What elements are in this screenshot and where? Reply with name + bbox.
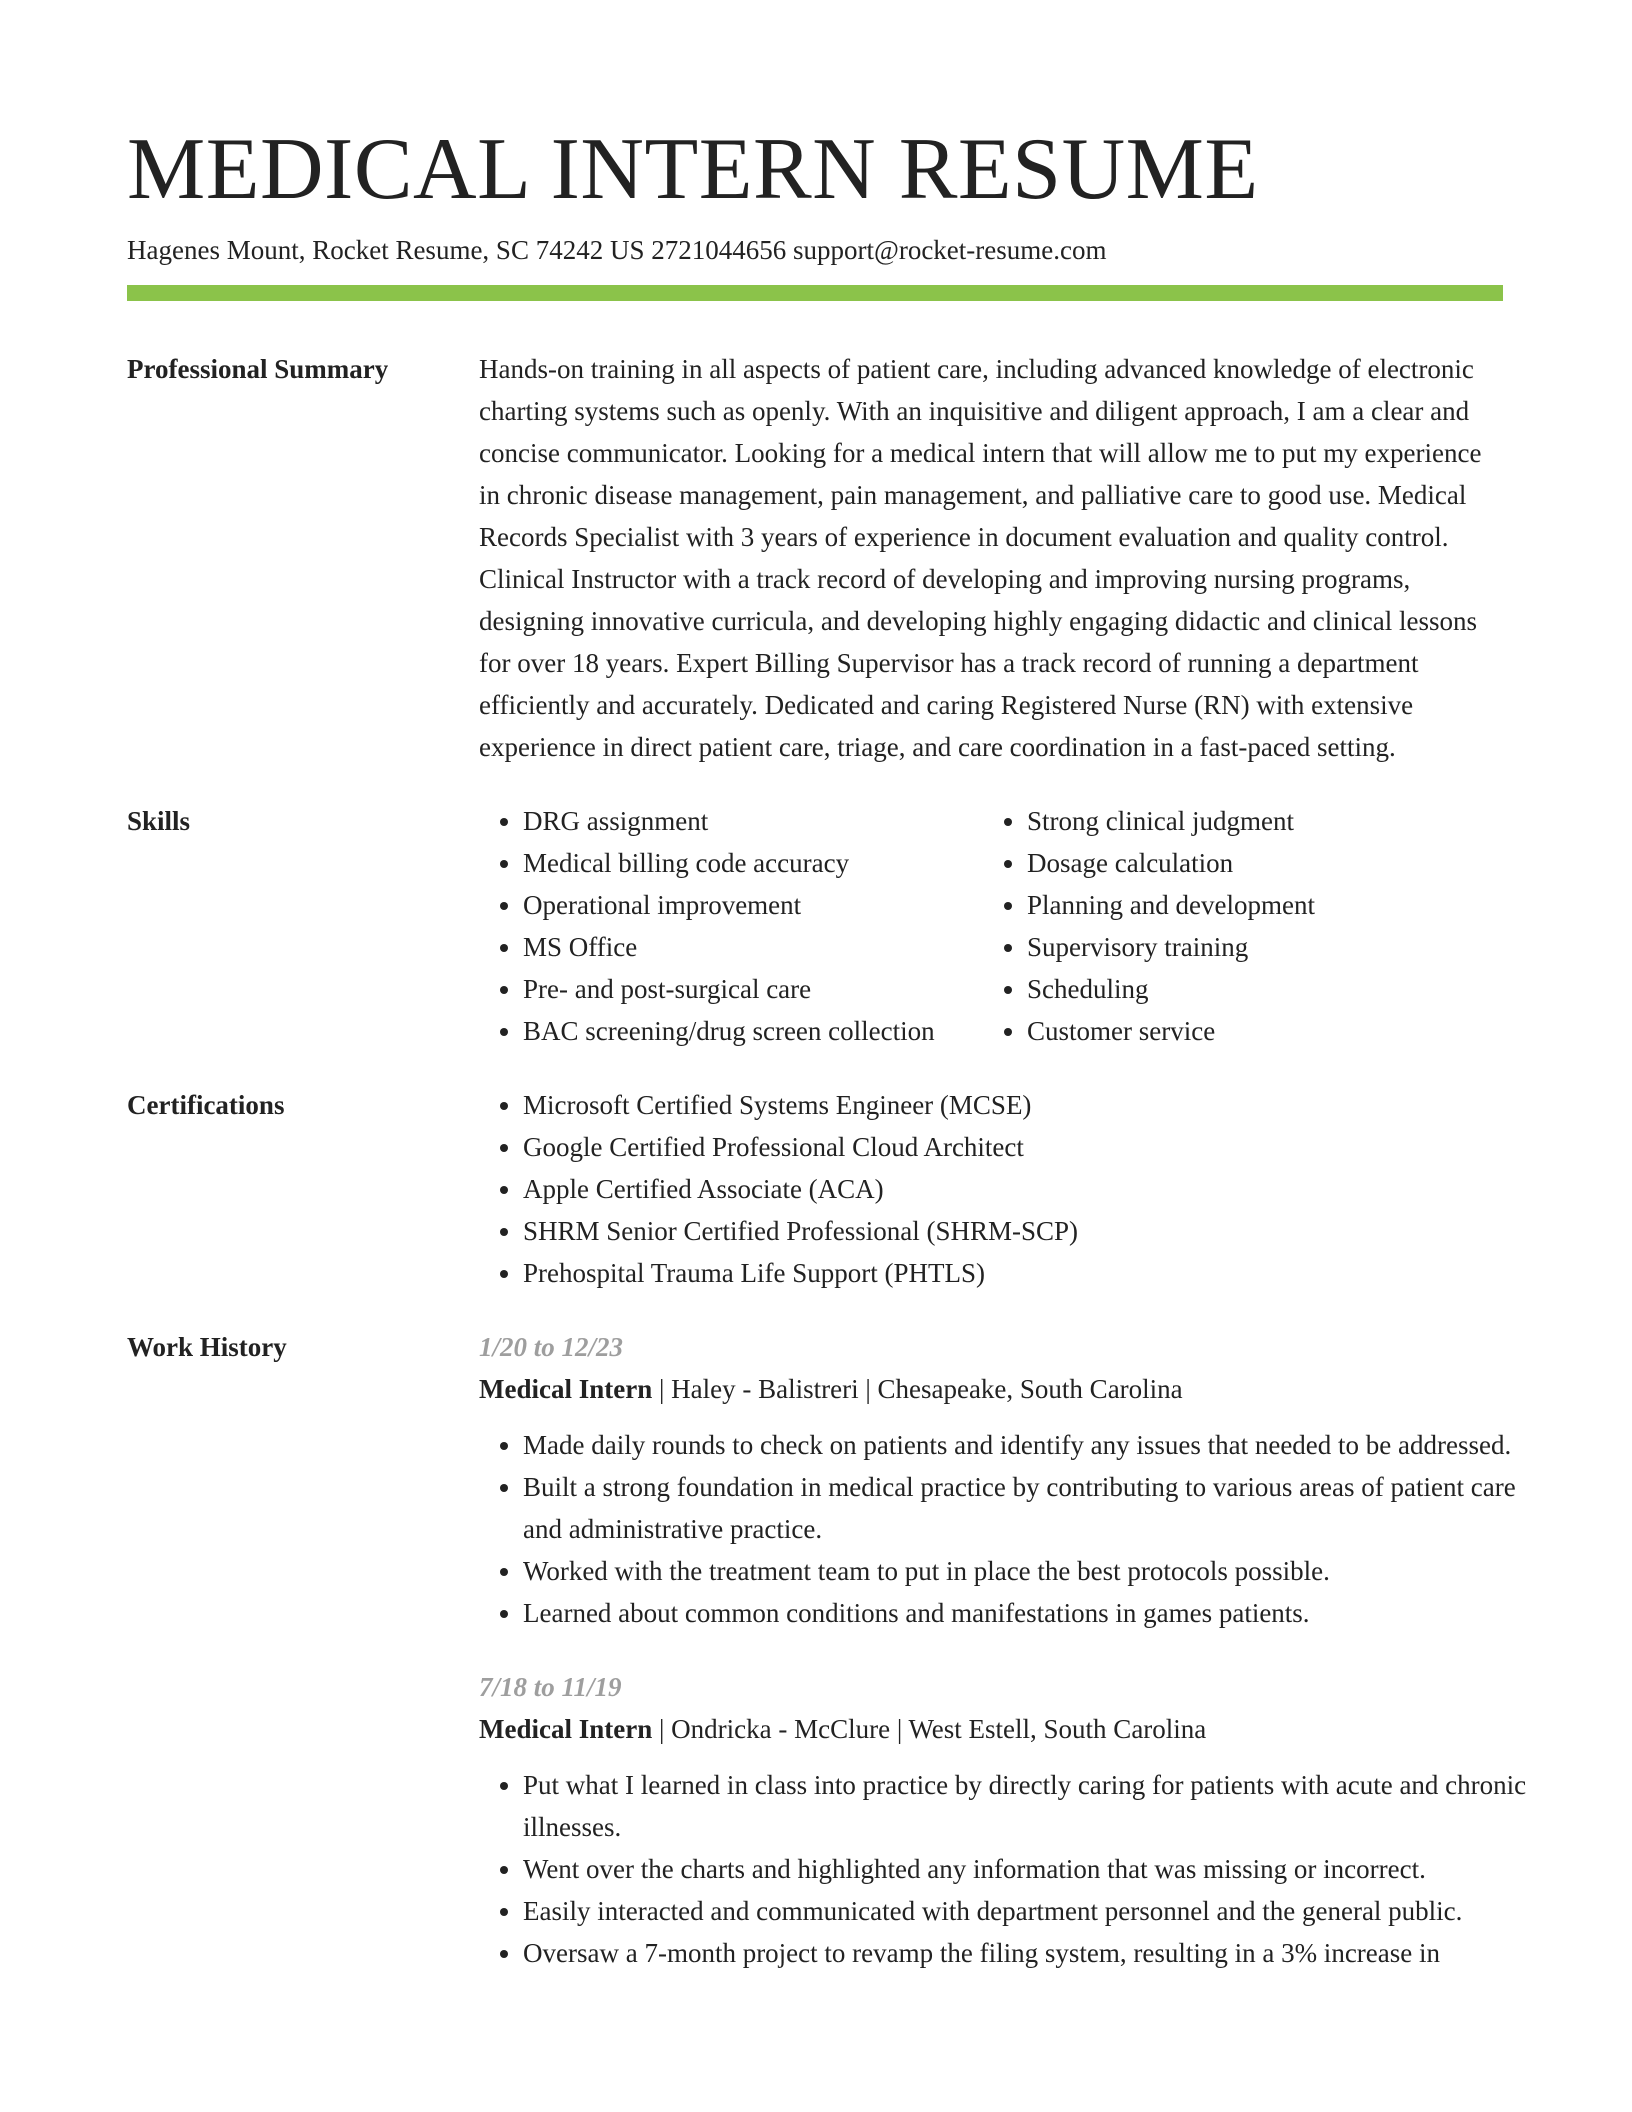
summary-heading: Professional Summary <box>127 354 389 384</box>
job-bullet: • Easily interacted and communicated with department personnel and the general public. <box>523 1890 1533 1932</box>
certifications-section <box>127 1084 1503 1294</box>
job-entry <box>479 1666 1533 1974</box>
skills-heading: Skills <box>127 806 191 836</box>
work-history-heading: Work History <box>127 1332 287 1362</box>
job-entry <box>479 1326 1533 1634</box>
job-bullet: • Went over the charts and highlighted any information that was missing or incorrect. <box>523 1848 1533 1890</box>
certifications-body <box>479 1084 1503 1294</box>
job-bullet: • Put what I learned in class into practice by directly caring for patients with acute and chronic illnesses. <box>523 1764 1533 1848</box>
skill-item: • Supervisory training <box>1027 926 1497 968</box>
contact-line: Hagenes Mount, Rocket Resume, SC 74242 US 2721044656 support@rocket-resume.com <box>127 235 1107 265</box>
job-employer-location: | Ondricka - McClure | West Estell, South Carolina <box>652 1714 1207 1744</box>
certification-item: • SHRM Senior Certified Professional (SHRM-SCP) <box>523 1210 1503 1252</box>
summary-body <box>479 348 1503 768</box>
job-bullet: • Learned about common conditions and manifestations in games patients. <box>523 1592 1533 1634</box>
job-bullet: • Oversaw a 7-month project to revamp the filing system, resulting in a 3% increase in <box>523 1932 1533 1974</box>
job-bullet: • Made daily rounds to check on patients and identify any issues that needed to be addressed. <box>523 1424 1533 1466</box>
skill-item: • Pre- and post-surgical care <box>523 968 983 1010</box>
certification-item: • Google Certified Professional Cloud Architect <box>523 1126 1503 1168</box>
job-bullet: • Built a strong foundation in medical practice by contributing to various areas of patient care and administrative practice. <box>523 1466 1533 1550</box>
skill-item: • Dosage calculation <box>1027 842 1497 884</box>
certification-item: • Microsoft Certified Systems Engineer (MCSE) <box>523 1084 1503 1126</box>
job-dates: 7/18 to 11/19 <box>479 1672 622 1702</box>
skill-item: • DRG assignment <box>523 800 983 842</box>
skill-item: • Strong clinical judgment <box>1027 800 1497 842</box>
job-header <box>479 1368 1533 1410</box>
skill-item: • Scheduling <box>1027 968 1497 1010</box>
skill-item: • Customer service <box>1027 1010 1497 1052</box>
skill-item: • Operational improvement <box>523 884 983 926</box>
job-header <box>479 1708 1533 1750</box>
job-title: Medical Intern <box>479 1374 653 1404</box>
skill-item: • Medical billing code accuracy <box>523 842 983 884</box>
skills-list-left <box>479 800 983 1052</box>
skills-list-right <box>983 800 1497 1052</box>
skill-item: • BAC screening/drug screen collection <box>523 1010 983 1052</box>
summary-section <box>127 348 1503 768</box>
certification-item: • Prehospital Trauma Life Support (PHTLS) <box>523 1252 1503 1294</box>
job-bullet: • Worked with the treatment team to put in place the best protocols possible. <box>523 1550 1533 1592</box>
skill-item: • MS Office <box>523 926 983 968</box>
job-bullets <box>479 1764 1533 1974</box>
skill-item: • Planning and development <box>1027 884 1497 926</box>
certification-item: • Apple Certified Associate (ACA) <box>523 1168 1503 1210</box>
work-history-section <box>127 1326 1527 2006</box>
resume-sections <box>127 348 1527 2006</box>
skills-body <box>479 800 1503 1052</box>
work-history-body <box>479 1326 1533 2006</box>
job-employer-location: | Haley - Balistreri | Chesapeake, South Carolina <box>652 1374 1183 1404</box>
job-title: Medical Intern <box>479 1714 653 1744</box>
accent-divider <box>127 285 1503 301</box>
skills-grid <box>479 800 1503 1052</box>
certifications-list <box>479 1084 1503 1294</box>
job-bullets <box>479 1424 1533 1634</box>
skills-section <box>127 800 1503 1052</box>
summary-text: Hands-on training in all aspects of patient care, including advanced knowledge of electronic charting systems such as openly. With an inquisitive and diligent approach, I am a clear and concise communicator. Looking for a medical intern that will allow me to put my experience in chronic disease management, pain management, and palliative care to good use. Medical Records Specialist with 3 years of experience in document evaluation and quality control. Clinical Instructor with a track record of developing and improving nursing programs, designing innovative curricula, and developing highly engaging didactic and clinical lessons for over 18 years. Expert Billing Supervisor has a track record of running a department efficiently and accurately. Dedicated and caring Registered Nurse (RN) with extensive experience in direct patient care, triage, and care coordination in a fast-paced setting. <box>479 354 1482 762</box>
job-dates: 1/20 to 12/23 <box>479 1332 624 1362</box>
certifications-heading: Certifications <box>127 1090 285 1120</box>
resume-title: MEDICAL INTERN RESUME <box>127 121 1259 218</box>
